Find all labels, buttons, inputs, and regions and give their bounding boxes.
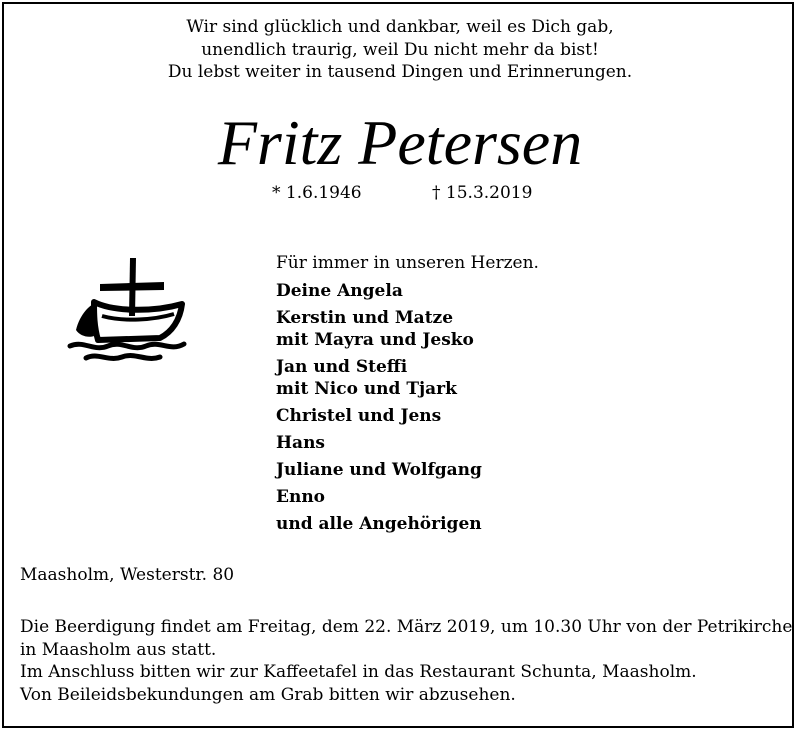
address: Maasholm, Westerstr. 80: [20, 565, 235, 585]
mourner-entry: [276, 486, 539, 508]
mourner-line: Enno: [276, 487, 326, 507]
verse-line: unendlich traurig, weil Du nicht mehr da bist!: [201, 39, 599, 60]
mourner-entry: [276, 307, 539, 351]
birth-date: * 1.6.1946: [272, 183, 362, 203]
mourner-entry: [276, 356, 539, 400]
mourner-entry: [276, 280, 539, 302]
verse-line: Du lebst weiter in tausend Dingen und Erinnerungen.: [167, 62, 633, 82]
mourner-line: Juliane und Wolfgang: [276, 460, 482, 480]
mourner-line: Deine Angela: [276, 281, 403, 301]
funeral-line: Im Anschluss bitten wir zur Kaffeetafel in das Restaurant Schunta, Maasholm.: [20, 662, 697, 682]
mourner-entry: [276, 513, 539, 535]
ship-cross-icon: [64, 254, 194, 362]
memorial-verse: [0, 16, 800, 84]
mourner-entry: [276, 459, 539, 481]
mourners-list: [276, 250, 539, 540]
mourner-line: Hans: [276, 433, 326, 453]
funeral-line: Von Beileidsbekundungen am Grab bitten wir abzusehen.: [20, 684, 516, 705]
mourner-line: Kerstin und Matze: [276, 308, 454, 328]
deceased-name: Fritz Petersen: [217, 107, 583, 178]
funeral-details: [20, 616, 792, 706]
mourner-entry: [276, 432, 539, 454]
death-date: † 15.3.2019: [432, 183, 533, 203]
mourners-intro: Für immer in unseren Herzen.: [276, 253, 539, 273]
verse-line: Wir sind glücklich und dankbar, weil es Dich gab,: [186, 17, 614, 37]
mourner-line: mit Nico und Tjark: [276, 379, 457, 399]
mourner-line: Jan und Steffi: [276, 357, 408, 377]
mourner-line: mit Mayra und Jesko: [276, 330, 474, 350]
mourner-line: Christel und Jens: [276, 406, 442, 426]
funeral-line: in Maasholm aus statt.: [20, 639, 217, 660]
mourner-line: und alle Angehörigen: [276, 514, 482, 534]
funeral-line: Die Beerdigung findet am Freitag, dem 22. März 2019, um 10.30 Uhr von der Petrikirche: [20, 617, 793, 637]
mourner-entry: [276, 405, 539, 427]
